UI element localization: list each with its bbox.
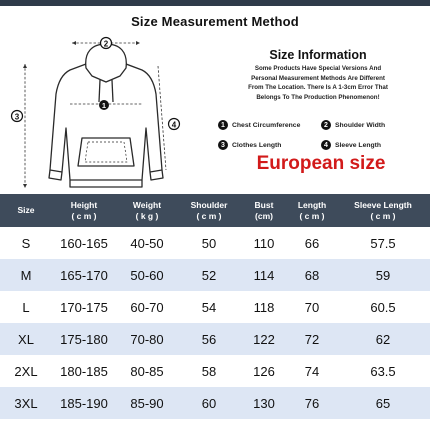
cell-size: S: [0, 227, 52, 259]
hoodie-diagram: [0, 30, 210, 202]
table-row: [0, 291, 430, 323]
top-bar: [0, 0, 430, 6]
cell-weight: 60-70: [116, 291, 178, 323]
cell-length: 68: [288, 259, 336, 291]
cell-weight: 40-50: [116, 227, 178, 259]
marker-4: [169, 119, 180, 130]
svg-text:3: 3: [14, 112, 20, 122]
svg-text:1: 1: [101, 101, 107, 110]
cell-size: L: [0, 291, 52, 323]
cell-bust: 130: [240, 387, 288, 419]
number-4-icon: 4: [321, 140, 331, 150]
cell-sleeve: 63.5: [336, 355, 430, 387]
cell-size: XL: [0, 323, 52, 355]
cell-size: 2XL: [0, 355, 52, 387]
info-body: [214, 64, 422, 102]
cell-shoulder: 58: [178, 355, 240, 387]
legend-item-shoulder: [321, 120, 424, 130]
cell-bust: 126: [240, 355, 288, 387]
info-title: Size Information: [269, 48, 367, 62]
size-chart-table: [0, 194, 430, 419]
cell-weight: 80-85: [116, 355, 178, 387]
cell-shoulder: 52: [178, 259, 240, 291]
header-shoulder: Shoulder ( c m ): [178, 194, 240, 227]
number-1-icon: 1: [218, 120, 228, 130]
legend-item-clothes-length: [218, 140, 321, 150]
sleeve-line: [158, 66, 166, 170]
number-2-icon: 2: [321, 120, 331, 130]
measurement-legend: [218, 115, 424, 155]
marker-2: [101, 38, 112, 49]
cell-size: M: [0, 259, 52, 291]
marker-1: [99, 100, 109, 110]
header-bust: Bust (cm): [240, 194, 288, 227]
info-line: Belongs To The Production Phenomenon!: [256, 93, 380, 101]
cell-weight: 50-60: [116, 259, 178, 291]
header-size: Size: [0, 194, 52, 227]
cell-length: 70: [288, 291, 336, 323]
header-weight: Weight ( k g ): [116, 194, 178, 227]
cell-weight: 70-80: [116, 323, 178, 355]
drawstring-left: [99, 80, 100, 102]
cell-length: 72: [288, 323, 336, 355]
cell-sleeve: 59: [336, 259, 430, 291]
cell-bust: 114: [240, 259, 288, 291]
cell-height: 160-165: [52, 227, 116, 259]
cell-sleeve: 65: [336, 387, 430, 419]
cell-shoulder: 50: [178, 227, 240, 259]
table-row: [0, 323, 430, 355]
info-line: Personal Measurement Methods Are Different: [251, 74, 385, 82]
marker-3: [12, 111, 23, 122]
cell-size: 3XL: [0, 387, 52, 419]
cell-height: 170-175: [52, 291, 116, 323]
hem: [70, 180, 142, 187]
legend-label: Chest Circumference: [232, 121, 301, 129]
legend-item-chest: [218, 120, 321, 130]
header-sleeve-length: Sleeve Length ( c m ): [336, 194, 430, 227]
cell-sleeve: 57.5: [336, 227, 430, 259]
header-length: Length ( c m ): [288, 194, 336, 227]
header-height: Height ( c m ): [52, 194, 116, 227]
cell-length: 66: [288, 227, 336, 259]
table-row: [0, 259, 430, 291]
cell-shoulder: 60: [178, 387, 240, 419]
drawstring-right: [112, 80, 113, 102]
table-row: [0, 355, 430, 387]
cell-length: 74: [288, 355, 336, 387]
cell-length: 76: [288, 387, 336, 419]
cell-sleeve: 60.5: [336, 291, 430, 323]
legend-item-sleeve-length: [321, 140, 424, 150]
table-row: [0, 387, 430, 419]
cell-height: 185-190: [52, 387, 116, 419]
svg-text:2: 2: [103, 39, 109, 49]
cell-sleeve: 62: [336, 323, 430, 355]
number-3-icon: 3: [218, 140, 228, 150]
region-size-title: European size: [256, 153, 386, 174]
info-line: From The Location. There Is A 1-3cm Error That: [248, 84, 388, 92]
cell-bust: 118: [240, 291, 288, 323]
cell-shoulder: 56: [178, 323, 240, 355]
cell-height: 165-170: [52, 259, 116, 291]
table-header-row: [0, 194, 430, 227]
cell-height: 175-180: [52, 323, 116, 355]
legend-label: Sleeve Length: [335, 141, 382, 149]
cell-height: 180-185: [52, 355, 116, 387]
legend-label: Clothes Length: [232, 141, 282, 149]
page-title: Size Measurement Method: [131, 14, 299, 29]
table-row: [0, 227, 430, 259]
cell-bust: 122: [240, 323, 288, 355]
cell-shoulder: 54: [178, 291, 240, 323]
legend-label: Shoulder Width: [335, 121, 386, 129]
cell-weight: 85-90: [116, 387, 178, 419]
cell-bust: 110: [240, 227, 288, 259]
svg-text:4: 4: [171, 120, 177, 130]
hood-outline: [86, 44, 127, 82]
info-line: Some Products Have Special Versions And: [254, 65, 382, 72]
